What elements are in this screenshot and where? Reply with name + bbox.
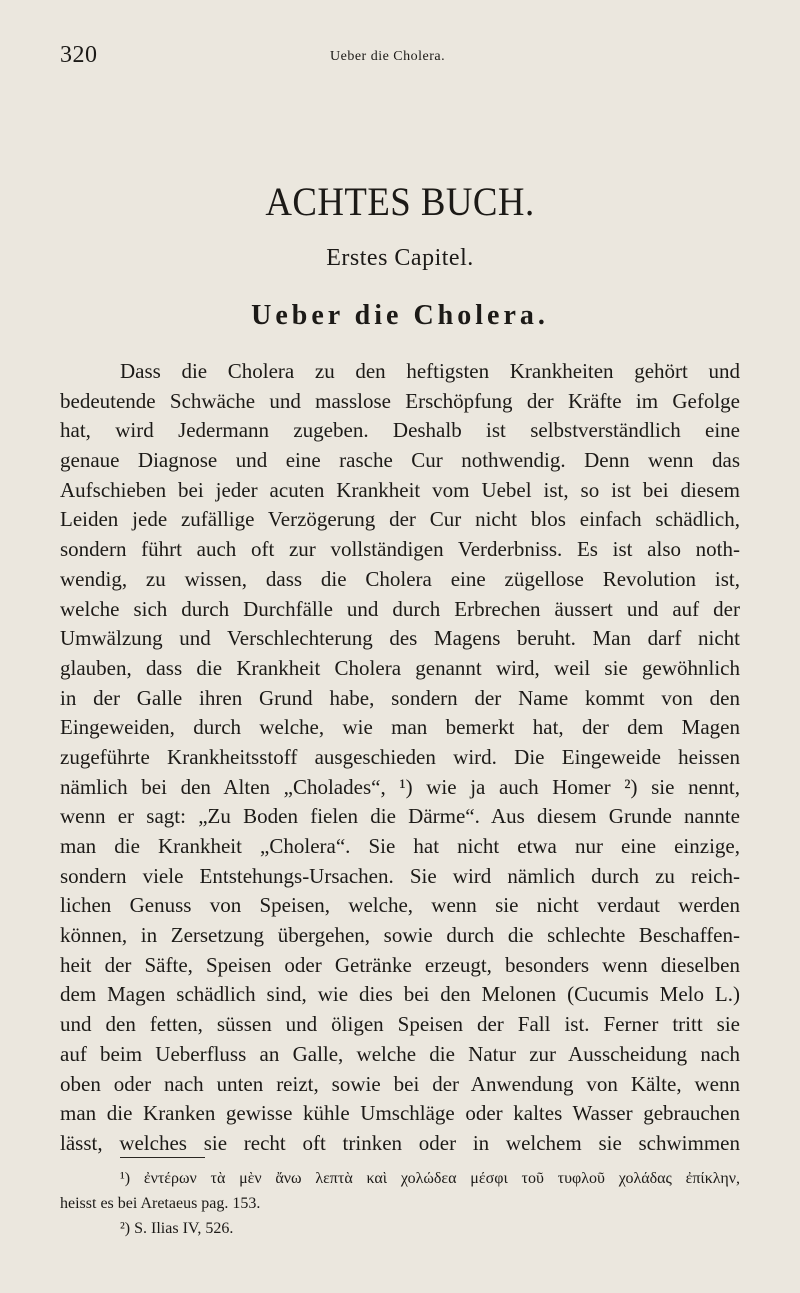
text-line: Umwälzung und Verschlechterung des Magens beruht. Man darf nicht <box>60 626 740 651</box>
text-line: wenn er sagt: „Zu Boden fielen die Därme“. Aus diesem Grunde nannte <box>60 804 740 829</box>
footnote-2: ²) S. Ilias IV, 526. <box>120 1220 234 1237</box>
text-line: heit der Säfte, Speisen oder Getränke erzeugt, besonders wenn dieselben <box>60 952 740 977</box>
text-line: lässt, welches sie recht oft trinken oder in welchem sie schwimmen <box>60 1130 740 1155</box>
footnotes <box>60 1166 740 1241</box>
text-line: können, in Zersetzung übergehen, sowie durch die schlechte Beschaffen- <box>60 923 740 948</box>
text-line: man die Kranken gewisse kühle Umschläge oder kaltes Wasser gebrauchen <box>60 1101 740 1126</box>
text-line: glauben, dass die Krankheit Cholera genannt wird, weil sie gewöhnlich <box>60 655 740 680</box>
text-line: genaue Diagnose und eine rasche Cur nothwendig. Denn wenn das <box>60 448 740 473</box>
chapter-title: Erstes Capitel. <box>326 245 474 271</box>
text-line: sondern führt auch oft zur vollständigen Verderbniss. Es ist also noth- <box>60 537 740 562</box>
running-title: Ueber die Cholera. <box>330 49 446 64</box>
text-line: zugeführte Krankheitsstoff ausgeschieden wird. Die Eingeweide heissen <box>60 744 740 769</box>
text-line: und den fetten, süssen und öligen Speisen der Fall ist. Ferner tritt sie <box>60 1012 740 1037</box>
text-line: dem Magen schädlich sind, wie dies bei den Melonen (Cucumis Melo L.) <box>60 982 740 1007</box>
text-line: oben oder nach unten reizt, sowie bei der Anwendung von Kälte, wenn <box>60 1071 740 1096</box>
running-head <box>60 42 760 72</box>
text-line: auf beim Ueberfluss an Galle, welche die Natur zur Ausscheidung nach <box>60 1041 740 1066</box>
text-line: Dass die Cholera zu den heftigsten Krankheiten gehört und <box>120 359 740 383</box>
page-number: 320 <box>60 42 98 68</box>
text-line: lichen Genuss von Speisen, welche, wenn sie nicht verdaut werden <box>60 893 740 918</box>
text-line: bedeutende Schwäche und masslose Erschöpfung der Kräfte im Gefolge <box>60 388 740 413</box>
text-line: sondern viele Entstehungs-Ursachen. Sie wird nämlich durch zu reich- <box>60 863 740 888</box>
book-title: ACHTES BUCH. <box>265 179 535 224</box>
text-line: in der Galle ihren Grund habe, sondern der Name kommt von den <box>60 685 740 710</box>
footnote-divider <box>120 1157 205 1158</box>
text-line: man die Krankheit „Cholera“. Sie hat nicht etwa nur eine einzige, <box>60 834 740 858</box>
text-line: Leiden jede zufällige Verzögerung der Cur nicht blos einfach schädlich, <box>60 507 740 532</box>
text-line: wendig, zu wissen, dass die Cholera eine zügellose Revolution ist, <box>60 566 740 591</box>
footnote-1-continued: heisst es bei Aretaeus pag. 153. <box>60 1195 261 1212</box>
text-line: nämlich bei den Alten „Cholades“, ¹) wie ja auch Homer ²) sie nennt, <box>60 774 740 799</box>
text-line: welche sich durch Durchfälle und durch Erbrechen äussert und auf der <box>60 596 740 621</box>
text-line: hat, wird Jedermann zugeben. Deshalb ist selbstverständlich eine <box>60 418 740 443</box>
footnote-1: ¹) ἐντέρων τὰ μὲν ἄνω λεπτὰ καὶ χολώδεα μέσφι τοῦ τυφλοῦ χολάδας ἐπίκλην, <box>120 1170 740 1187</box>
text-line: Eingeweiden, durch welche, wie man bemerkt hat, der dem Magen <box>60 715 740 740</box>
text-line: Aufschieben bei jeder acuten Krankheit vom Uebel ist, so ist bei diesem <box>60 477 740 502</box>
body-text <box>60 357 740 1159</box>
section-title: Ueber die Cholera. <box>251 300 549 331</box>
